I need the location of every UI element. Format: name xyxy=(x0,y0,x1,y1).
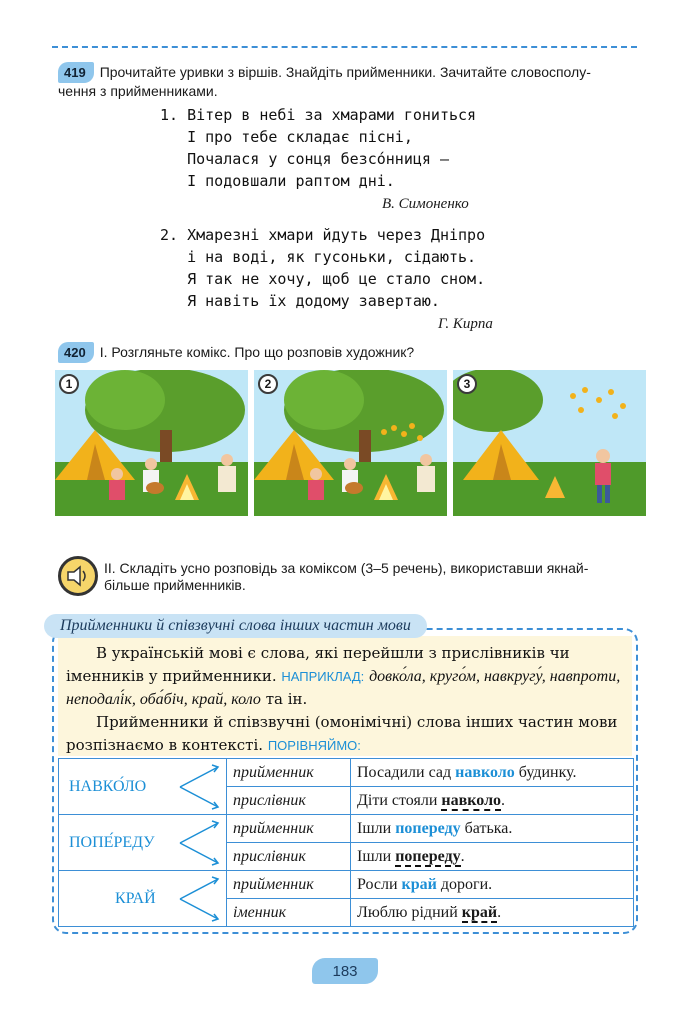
branch-arrow-icon xyxy=(178,759,222,815)
table-word: КРАЙ xyxy=(115,889,156,907)
comparison-table xyxy=(58,758,634,927)
table-row xyxy=(59,815,634,843)
branch-arrow-icon xyxy=(178,815,222,871)
example-sentence: Росли край дороги. xyxy=(351,871,634,899)
poem-1-author: В. Симоненко xyxy=(382,196,469,212)
poem-2-author: Г. Кирпа xyxy=(438,316,493,332)
rule-examples: довко́ла, круго́м, навкругу́, навпроти, неподалі́к, оба́біч, край, коло xyxy=(66,668,621,708)
part-of-speech: прийменник xyxy=(227,815,351,843)
example-label: НАПРИКЛАД: xyxy=(281,669,365,684)
poem-1: 1. Вітер в небі за хмарами гониться І про тебе складає пісні, Почалася у сонця безсо́нниця – І подовшали раптом дні. xyxy=(160,106,477,190)
table-word: ПОПЕ́РЕДУ xyxy=(69,833,155,851)
example-sentence: Діти стояли навколо. xyxy=(351,787,634,815)
task-number-badge: 419 xyxy=(58,62,94,83)
panel-number: 1 xyxy=(59,374,79,394)
example-sentence: Ішли попереду. xyxy=(351,843,634,871)
comic-panel-2 xyxy=(254,370,447,516)
rule-paragraph-1 xyxy=(66,642,626,711)
poem-2: 2. Хмарезні хмари йдуть через Дніпро і на воді, як гусоньки, сідають. Я так не хочу, щоб це стало сном. Я навіть їх додому завертаю. xyxy=(160,226,486,310)
task-420 xyxy=(58,342,414,363)
task-text: ІІ. Складіть усно розповідь за коміксом (3–5 речень), використавши якнай- xyxy=(104,560,589,576)
speaker-icon[interactable] xyxy=(58,556,98,596)
table-row xyxy=(59,759,634,787)
comic-panel-1 xyxy=(55,370,248,516)
table-word: НАВКО́ЛО xyxy=(69,777,147,795)
part-of-speech: прийменник xyxy=(227,871,351,899)
table-row xyxy=(59,871,634,899)
task-number-badge: 420 xyxy=(58,342,94,363)
table-word-cell xyxy=(59,759,227,815)
campfire-scene-illustration xyxy=(55,370,248,516)
part-of-speech: прислівник xyxy=(227,843,351,871)
table-word-cell xyxy=(59,871,227,927)
task-text-cont: чення з прийменниками. xyxy=(58,83,218,99)
campfire-bees-illustration xyxy=(254,370,447,516)
rule-title: Прийменники й співзвучні слова інших частин мови xyxy=(44,614,427,638)
top-divider xyxy=(52,46,637,48)
rule-p2-start: Прийменники й співзвучні (омонімічні) слова інших частин мови розпізнаємо в контексті. xyxy=(66,713,618,754)
speaker-glyph-icon xyxy=(66,565,90,587)
example-sentence: Ішли попереду батька. xyxy=(351,815,634,843)
rule-p1-end: та ін. xyxy=(265,690,308,708)
part-of-speech: прислівник xyxy=(227,787,351,815)
example-sentence: Люблю рідний край. xyxy=(351,899,634,927)
comic-panel-3 xyxy=(453,370,646,516)
task-420-part2 xyxy=(104,560,640,594)
part-of-speech: іменник xyxy=(227,899,351,927)
compare-label: ПОРІВНЯЙМО: xyxy=(267,738,361,753)
part-of-speech: прийменник xyxy=(227,759,351,787)
task-text: Прочитайте уривки з віршів. Знайдіть прийменники. Зачитайте словосполу- xyxy=(99,64,591,80)
example-sentence: Посадили сад навколо будинку. xyxy=(351,759,634,787)
rule-text xyxy=(66,642,626,757)
panel-number: 2 xyxy=(258,374,278,394)
rule-p1-start: В українській мові є слова, які перейшли з прислівників чи іменників у прийменники. xyxy=(66,644,570,685)
task-text: І. Розгляньте комікс. Про що розповів художник? xyxy=(99,344,415,360)
page-number: 183 xyxy=(312,958,378,984)
panel-number: 3 xyxy=(457,374,477,394)
table-word-cell xyxy=(59,815,227,871)
task-text-cont: більше прийменників. xyxy=(104,577,246,593)
branch-arrow-icon xyxy=(178,871,222,927)
task-419 xyxy=(58,62,638,100)
rule-paragraph-2 xyxy=(66,711,626,757)
running-from-bees-illustration xyxy=(453,370,646,516)
